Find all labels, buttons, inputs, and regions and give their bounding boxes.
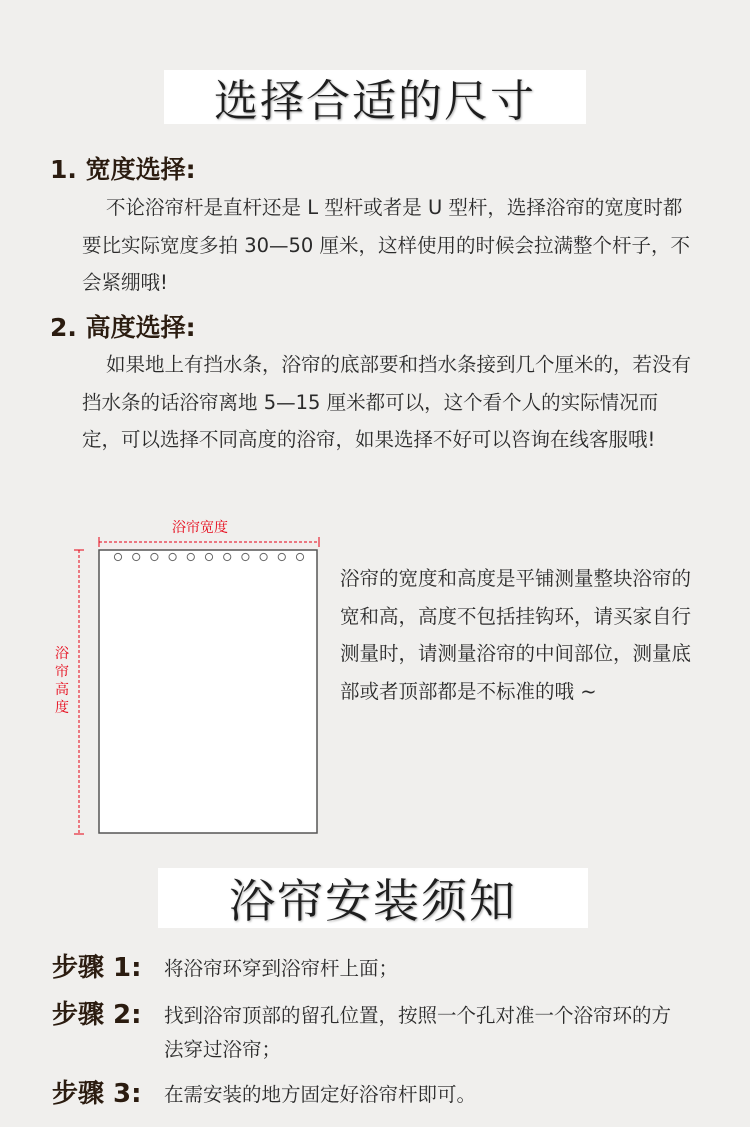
shower-curtain-diagram xyxy=(50,514,330,844)
step-3 xyxy=(52,1076,674,1112)
curtain-ring xyxy=(151,553,158,560)
curtain-ring xyxy=(296,553,303,560)
height-paragraph: 如果地上有挡水条，浴帘的底部要和挡水条接到几个厘米的，若没有挡水条的话浴帘离地 5—15 厘米都可以，这个看个人的实际情况而定，可以选择不同高度的浴帘，如果选择不好可以咨询在线客服哦! xyxy=(82,353,692,451)
curtain-ring xyxy=(133,553,140,560)
section-title: 选择合适的尺寸 xyxy=(214,76,536,127)
step-text: 将浴帘环穿到浴帘杆上面； xyxy=(164,957,399,980)
step-2 xyxy=(52,997,674,1067)
width-label: 浴帘宽度 xyxy=(172,520,228,536)
step-label: 步骤 1: xyxy=(52,953,142,983)
width-heading: 1. 宽度选择: xyxy=(50,155,196,184)
curtain-ring xyxy=(205,553,212,560)
curtain-ring xyxy=(187,553,194,560)
curtain-ring xyxy=(260,553,267,560)
curtain-outline xyxy=(99,550,317,833)
height-heading: 2. 高度选择: xyxy=(50,313,196,342)
curtain-ring xyxy=(278,553,285,560)
curtain-ring xyxy=(242,553,249,560)
step-label: 步骤 2: xyxy=(52,1000,142,1030)
curtain-ring xyxy=(114,553,121,560)
step-label: 步骤 3: xyxy=(52,1079,142,1109)
svg-text:帘: 帘 xyxy=(55,664,69,680)
svg-text:度: 度 xyxy=(55,700,69,716)
measurement-note: 浴帘的宽度和高度是平铺测量整块浴帘的宽和高，高度不包括挂钩环，请买家自行测量时，请测量浴帘的中间部位，测量底部或者顶部都是不标准的哦 ~ xyxy=(340,567,692,703)
step-text: 找到浴帘顶部的留孔位置，按照一个孔对准一个浴帘环的方法穿过浴帘； xyxy=(164,1004,672,1061)
installation-title: 浴帘安装须知 xyxy=(229,874,517,928)
step-1 xyxy=(52,950,674,986)
curtain-ring xyxy=(169,553,176,560)
curtain-ring xyxy=(224,553,231,560)
width-paragraph: 不论浴帘杆是直杆还是 L 型杆或者是 U 型杆，选择浴帘的宽度时都要比实际宽度多拍 30—50 厘米，这样使用的时候会拉满整个杆子，不会紧绷哦! xyxy=(82,196,691,294)
svg-text:高: 高 xyxy=(55,682,69,698)
section-title-banner xyxy=(164,70,586,127)
step-text: 在需安装的地方固定好浴帘杆即可。 xyxy=(164,1083,477,1106)
svg-text:浴: 浴 xyxy=(55,646,69,662)
installation-title-banner xyxy=(158,868,588,928)
